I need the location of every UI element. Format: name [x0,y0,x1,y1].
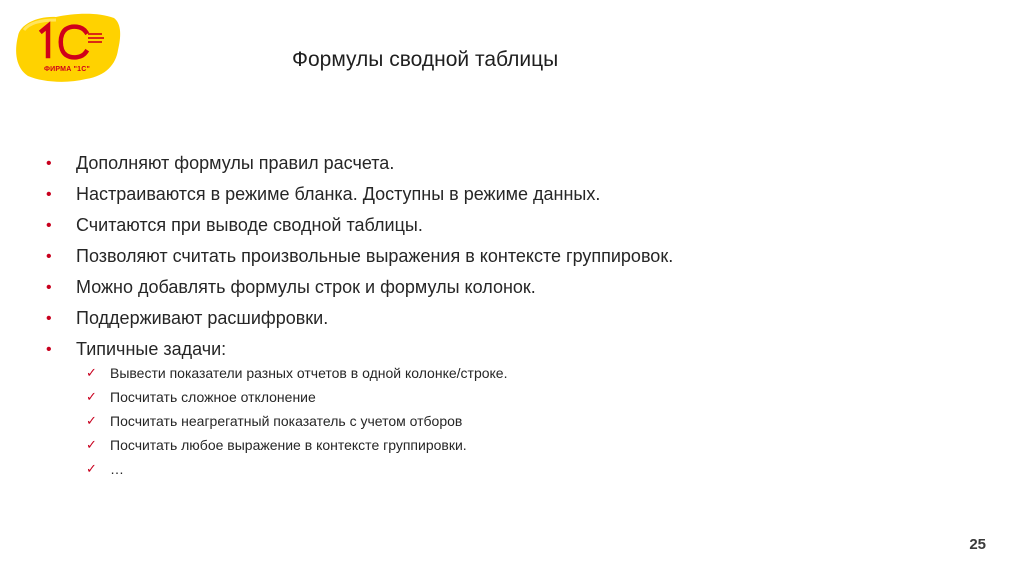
task-item [86,409,786,433]
check-icon: ✓ [86,413,97,428]
logo-1c-icon [10,6,125,86]
task-text: Посчитать неагрегатный показатель с учетом отборов [110,413,463,429]
bullet-text: Дополняют формулы правил расчета. [76,153,395,173]
task-text: Вывести показатели разных отчетов в одной колонке/строке. [110,365,508,381]
check-icon: ✓ [86,365,97,380]
slide-title: Формулы сводной таблицы [292,48,559,71]
bullet-list [44,148,944,365]
task-text: Посчитать любое выражение в контексте группировки. [110,437,467,453]
bullet-text: Можно добавлять формулы строк и формулы колонок. [76,277,536,297]
bullet-item [44,179,944,210]
bullet-text: Типичные задачи: [76,339,227,359]
bullet-icon: • [46,155,52,172]
task-list [86,361,786,481]
bullet-text: Настраиваются в режиме бланка. Доступны в режиме данных. [76,184,601,204]
bullet-item [44,272,944,303]
bullet-icon: • [46,341,52,358]
check-icon: ✓ [86,389,97,404]
check-icon: ✓ [86,437,97,452]
page-number: 25 [969,536,986,553]
task-item [86,433,786,457]
logo-caption: ФИРМА "1С" [44,66,90,73]
bullet-icon: • [46,310,52,327]
bullet-item [44,148,944,179]
task-text: Посчитать сложное отклонение [110,389,316,405]
bullet-icon: • [46,279,52,296]
task-item [86,457,786,481]
bullet-item [44,303,944,334]
check-icon: ✓ [86,461,97,476]
bullet-item [44,210,944,241]
company-logo [10,6,125,86]
bullet-icon: • [46,248,52,265]
task-text: … [110,461,124,477]
task-item [86,361,786,385]
task-item [86,385,786,409]
bullet-icon: • [46,217,52,234]
bullet-text: Считаются при выводе сводной таблицы. [76,215,423,235]
bullet-text: Поддерживают расшифровки. [76,308,329,328]
bullet-text: Позволяют считать произвольные выражения в контексте группировок. [76,246,674,266]
bullet-icon: • [46,186,52,203]
bullet-item [44,241,944,272]
